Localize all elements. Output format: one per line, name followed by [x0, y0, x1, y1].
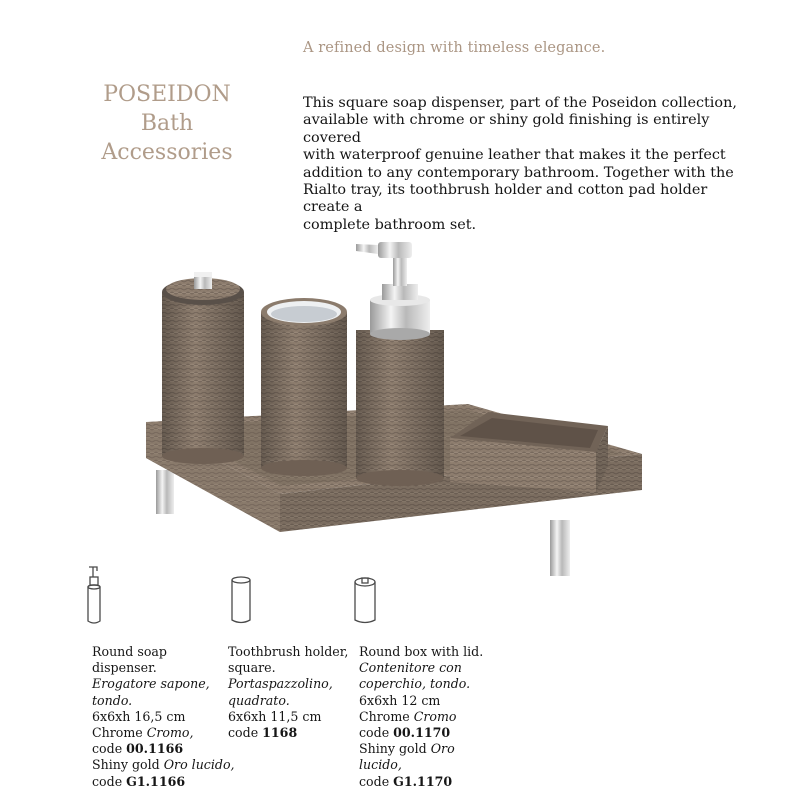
round-box-icon [343, 572, 393, 638]
description-line: complete bathroom set. [303, 216, 477, 233]
description-line: with waterproof genuine leather that makes it the perfect [303, 147, 726, 164]
code-prefix: code [359, 725, 394, 741]
product-name-italian: Portaspazzolino, [228, 676, 333, 692]
collection-title [92, 80, 242, 167]
cotton-pad-holder [450, 412, 608, 492]
product-info-round-box [359, 644, 483, 790]
finish-gold [359, 741, 483, 757]
tray-leg [550, 520, 570, 576]
toothbrush-holder-icon [218, 572, 268, 638]
gold-code [359, 774, 483, 790]
product-name-italian: quadrato. [228, 692, 290, 708]
code-prefix: code [228, 725, 263, 741]
product-name-italian: Erogatore sapone, [92, 676, 210, 692]
product-code: 00.1166 [126, 741, 184, 757]
description-line: addition to any contemporary bathroom. Together with the [303, 164, 734, 181]
code-prefix: code [359, 773, 394, 789]
finish-label-italian: Cromo [413, 708, 457, 724]
round-box [162, 272, 244, 464]
finish-label-italian: lucido, [359, 757, 402, 773]
description-line: Rialto tray, its toothbrush holder and cotton pad holder create a [303, 182, 708, 216]
finish-chrome [359, 709, 483, 725]
code-prefix: code [92, 741, 127, 757]
finish-chrome [92, 725, 235, 741]
collection-title-line: POSEIDON [103, 82, 231, 107]
finish-gold [92, 757, 235, 773]
product-name: Toothbrush holder, [228, 644, 349, 659]
product-name: Round soap [92, 644, 167, 659]
tagline: A refined design with timeless elegance. [303, 40, 606, 56]
product-name: dispenser. [92, 660, 157, 676]
collection-title-line: Accessories [101, 140, 233, 165]
soap-dispenser-icon [75, 563, 125, 629]
finish-label: Chrome [92, 725, 147, 741]
product-description [303, 95, 743, 234]
product-size: 6x6xh 12 cm [359, 692, 441, 708]
product-code: G1.1170 [393, 773, 453, 789]
product-code-line [228, 725, 348, 741]
product-info-toothbrush-holder [228, 644, 348, 741]
finish-label-italian: Cromo, [146, 725, 194, 741]
soap-dispenser [356, 242, 444, 486]
gold-code [92, 774, 235, 790]
product-size: 6x6xh 11,5 cm [228, 708, 322, 724]
product-code: 00.1170 [393, 725, 451, 741]
description-line: available with chrome or shiny gold finishing is entirely covered [303, 112, 710, 146]
code-prefix: code [92, 773, 127, 789]
collection-title-line: Bath [140, 111, 194, 136]
tray-leg [156, 470, 174, 514]
product-name-italian: coperchio, tondo. [359, 676, 471, 692]
finish-label-italian: Oro [430, 741, 455, 757]
finish-label-italian: Oro lucido, [163, 757, 235, 773]
product-code: G1.1166 [126, 773, 186, 789]
product-name: Round box with lid. [359, 644, 484, 659]
chrome-code [359, 725, 483, 741]
product-name-italian: Contenitore con [359, 660, 462, 676]
product-code: 1168 [262, 725, 298, 741]
finish-label: Chrome [359, 708, 414, 724]
chrome-code [92, 741, 235, 757]
description-line: This square soap dispenser, part of the Poseidon collection, [303, 95, 737, 111]
finish-label: Shiny gold [92, 757, 164, 773]
product-name-italian: tondo. [92, 692, 133, 708]
finish-label: Shiny gold [359, 741, 431, 757]
toothbrush-holder [261, 298, 347, 476]
product-size: 6x6xh 16,5 cm [92, 708, 186, 724]
product-photo [120, 232, 680, 582]
product-info-soap-dispenser [92, 644, 235, 790]
product-name: square. [228, 660, 276, 676]
